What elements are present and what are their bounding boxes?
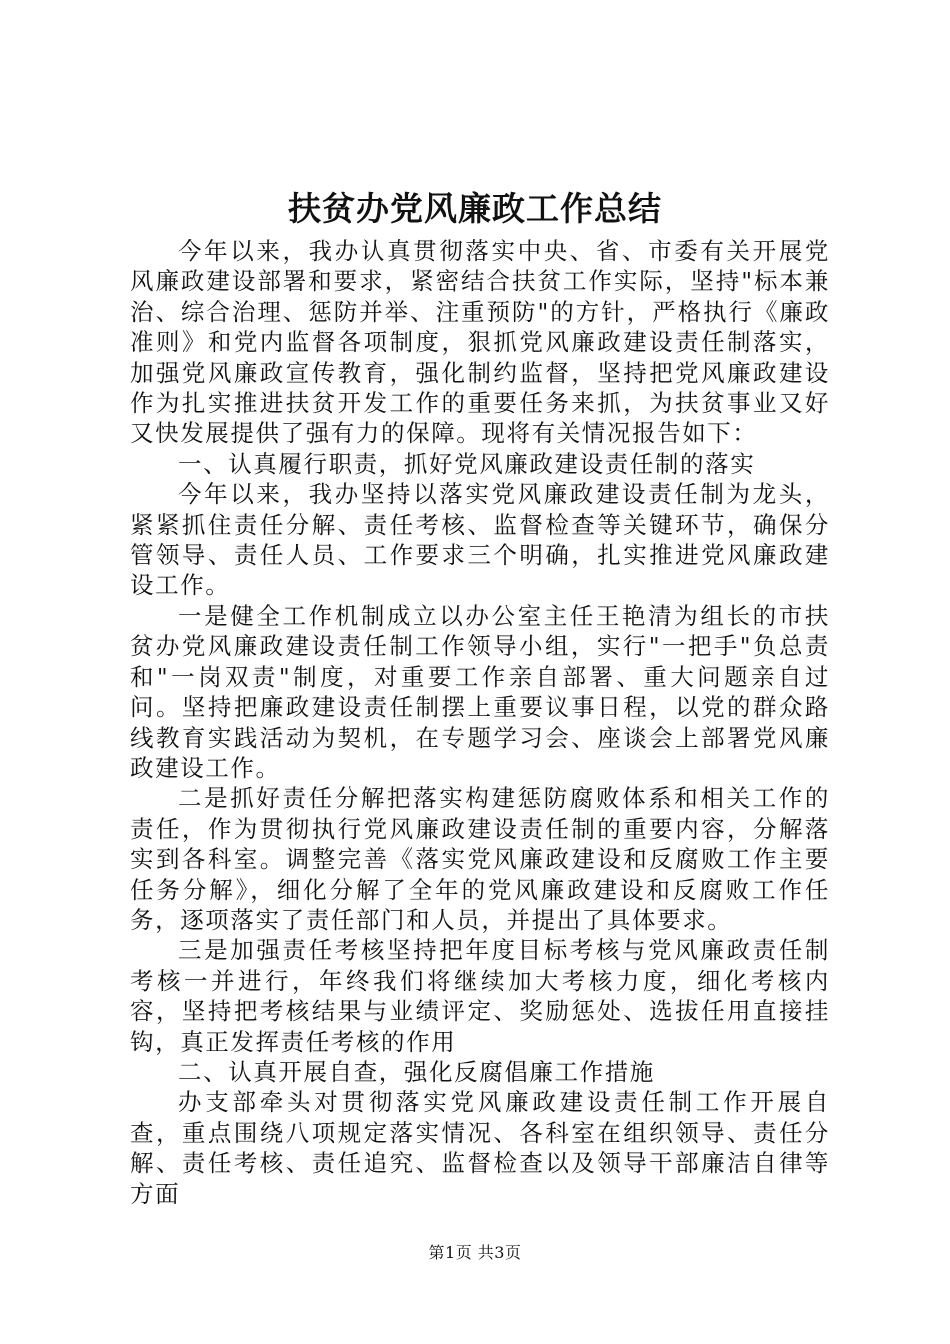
section-heading-2: 二、认真开展自查，强化反腐倡廉工作措施 [178, 1057, 655, 1086]
section-2-paragraph: 办支部牵头对贯彻落实党风廉政建设责任制工作开展自查，重点围绕八项规定落实情况、各科室在组织领导、责任分解、责任考核、责任追究、监督检查以及领导干部廉洁自律等方面 [130, 1088, 830, 1208]
section-1-paragraph: 今年以来，我办坚持以落实党风廉政建设责任制为龙头，紧紧抓住责任分解、责任考核、监督检查等关键环节，确保分管领导、责任人员、工作要求三个明确，扎实推进党风廉政建设工作。 [130, 480, 830, 600]
document-body [130, 236, 830, 1209]
point-3-paragraph: 三是加强责任考核坚持把年度目标考核与党风廉政责任制考核一并进行，年终我们将继续加大考核力度，细化考核内容，坚持把考核结果与业绩评定、奖励惩处、选拔任用直接挂钩，真正发挥责任考核的作用 [130, 936, 830, 1056]
intro-paragraph: 今年以来，我办认真贯彻落实中央、省、市委有关开展党风廉政建设部署和要求，紧密结合扶贫工作实际，坚持"标本兼治、综合治理、惩防并举、注重预防"的方针，严格执行《廉政准则》和党内监督各项制度，狠抓党风廉政建设责任制落实，加强党风廉政宣传教育，强化制约监督，坚持把党风廉政建设作为扎实推进扶贫开发工作的重要任务来抓，为扶贫事业又好又快发展提供了强有力的保障。现将有关情况报告如下： [130, 237, 830, 448]
section-heading-1: 一、认真履行职责，抓好党风廉政建设责任制的落实 [178, 449, 756, 478]
point-1-paragraph: 一是健全工作机制成立以办公室主任王艳清为组长的市扶贫办党风廉政建设责任制工作领导小组，实行"一把手"负总责和"一岗双责"制度，对重要工作亲自部署、重大问题亲自过问。坚持把廉政建设责任制摆上重要议事日程，以党的群众路线教育实践活动为契机，在专题学习会、座谈会上部署党风廉政建设工作。 [130, 601, 830, 782]
page-number-footer: 第1页 共3页 [428, 1243, 522, 1262]
point-2-paragraph: 二是抓好责任分解把落实构建惩防腐败体系和相关工作的责任，作为贯彻执行党风廉政建设责任制的重要内容，分解落实到各科室。调整完善《落实党风廉政建设和反腐败工作主要任务分解》，细化分解了全年的党风廉政建设和反腐败工作任务，逐项落实了责任部门和人员，并提出了具体要求。 [130, 784, 830, 934]
document-title: 扶贫办党风廉政工作总结 [288, 189, 662, 228]
